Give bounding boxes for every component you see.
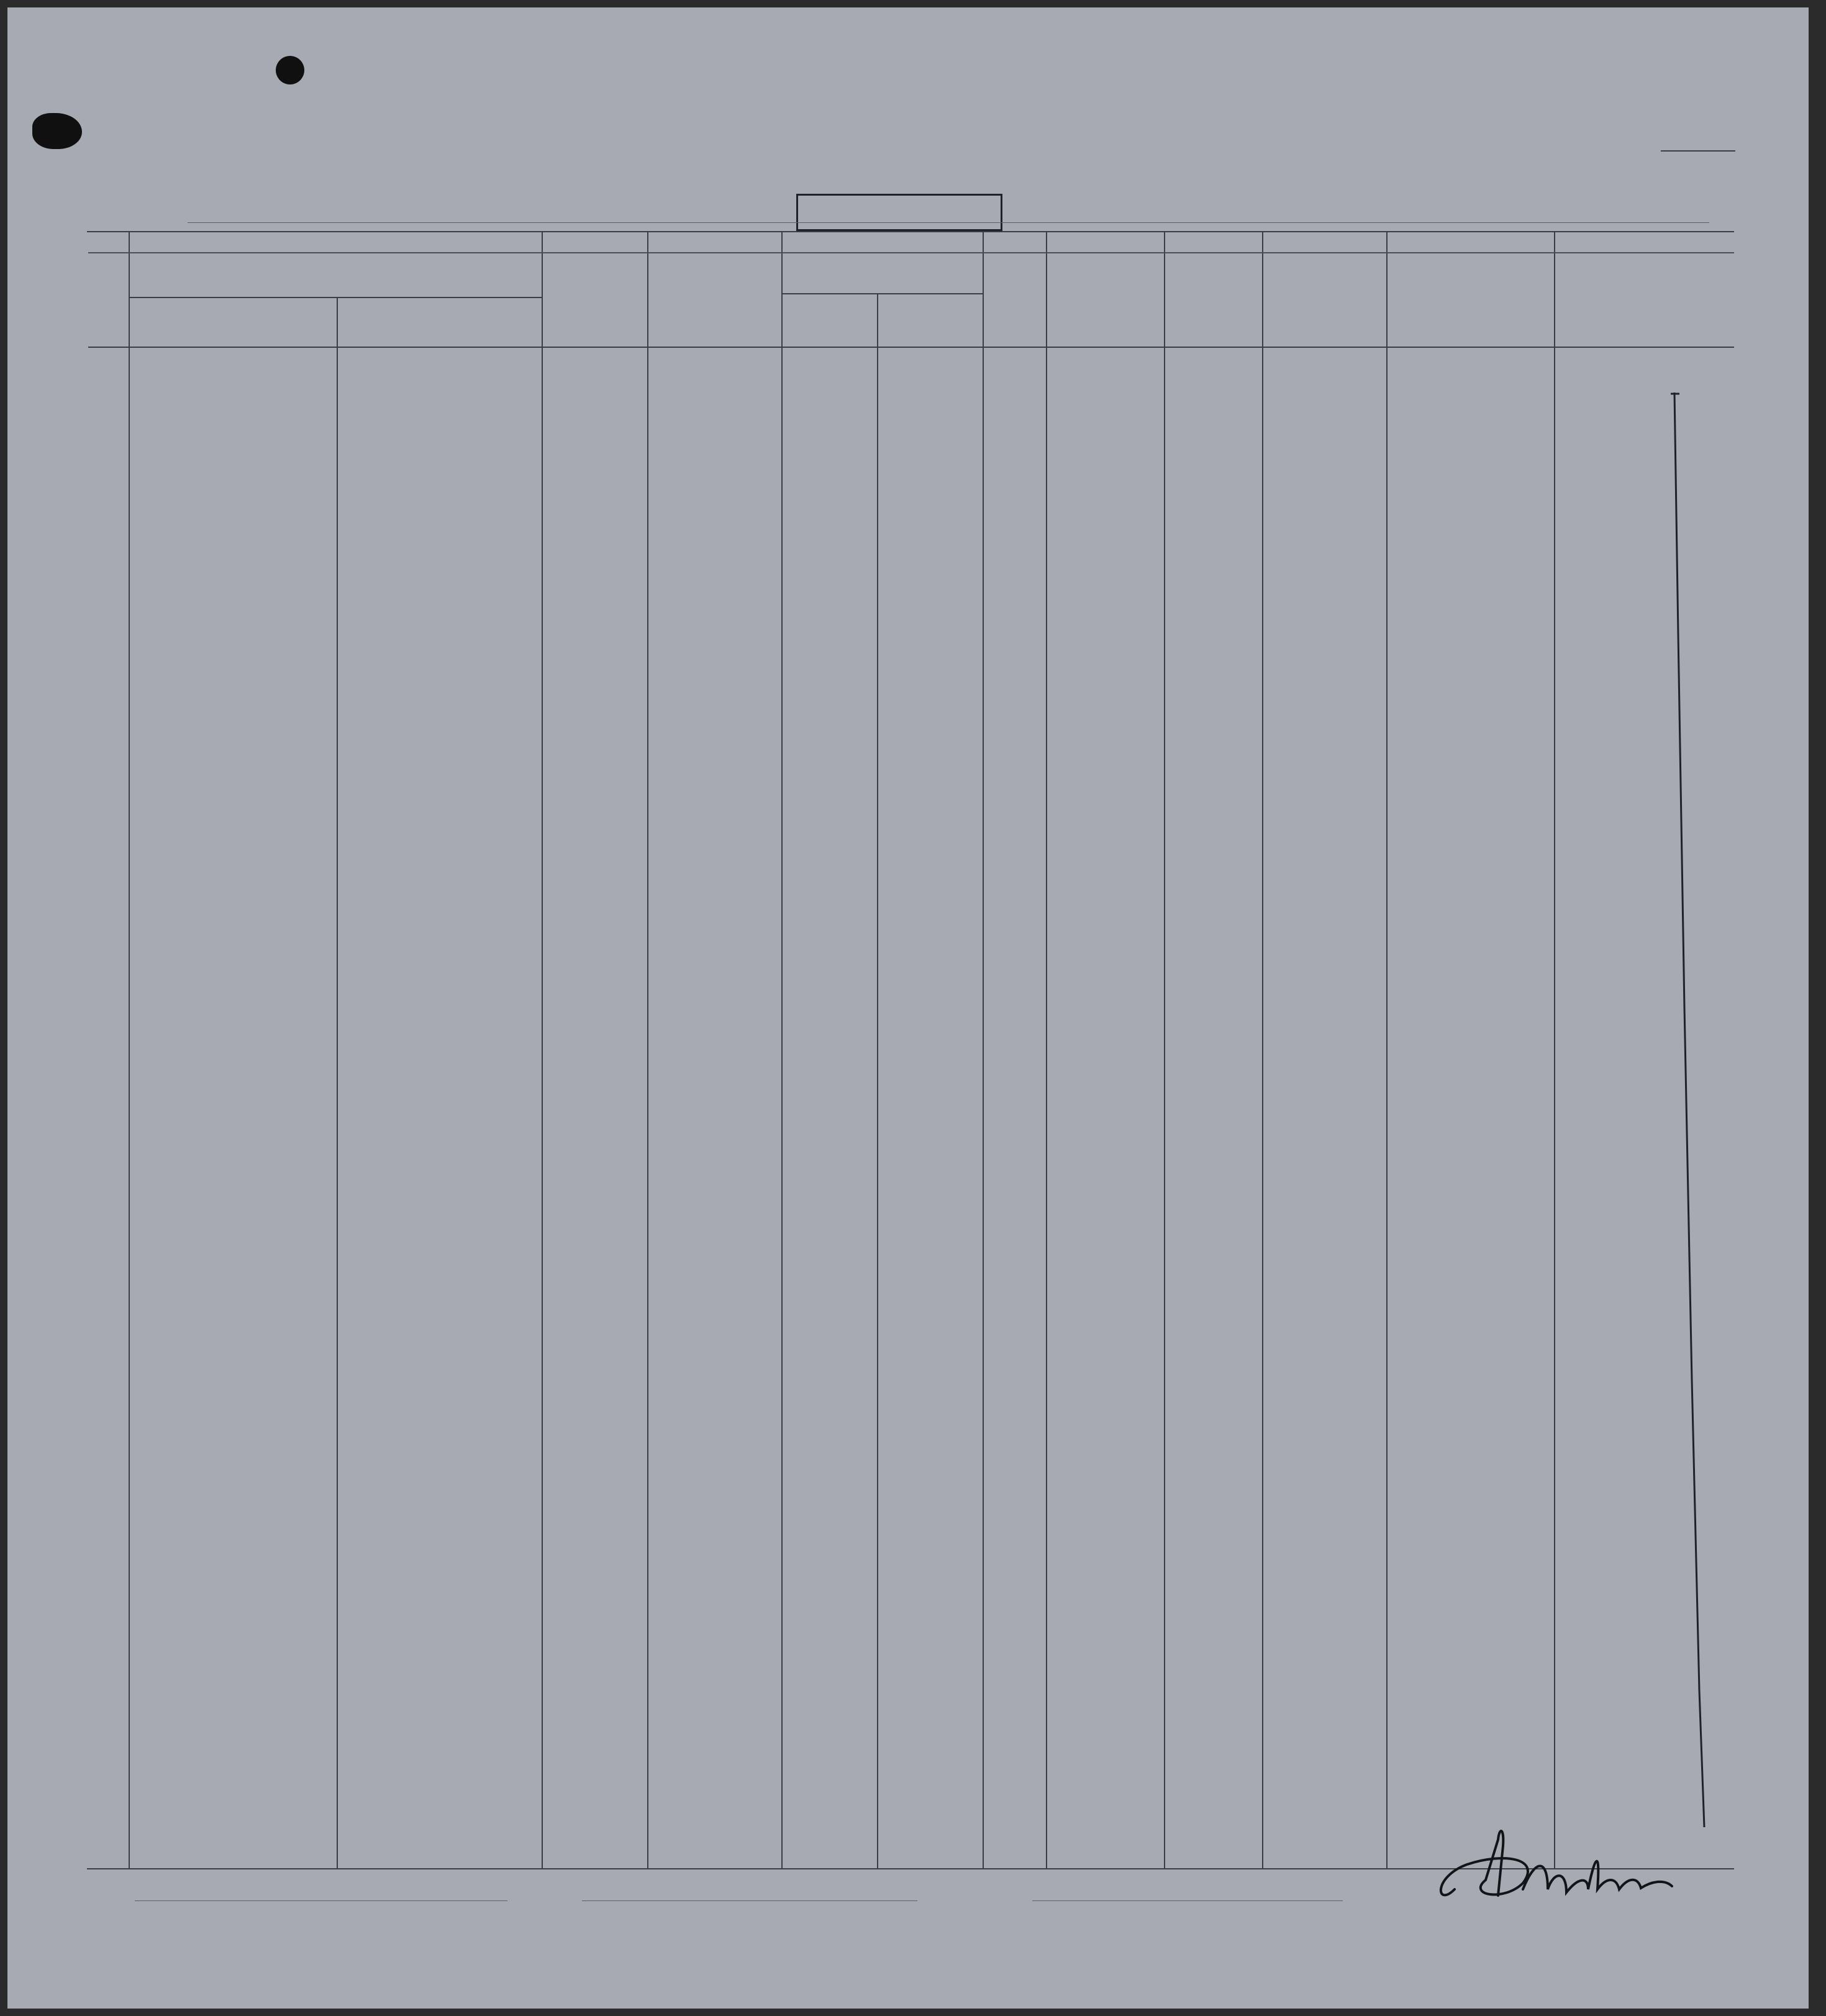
manifest-sheet bbox=[7, 7, 1809, 2009]
crew-table-frame bbox=[87, 231, 1734, 1869]
officer-signature bbox=[1430, 1821, 1728, 1920]
punch-hole bbox=[276, 56, 304, 84]
action-bracket-line bbox=[1635, 386, 1722, 1840]
ink-blot bbox=[32, 113, 82, 149]
port-stamp-box bbox=[796, 194, 1002, 231]
